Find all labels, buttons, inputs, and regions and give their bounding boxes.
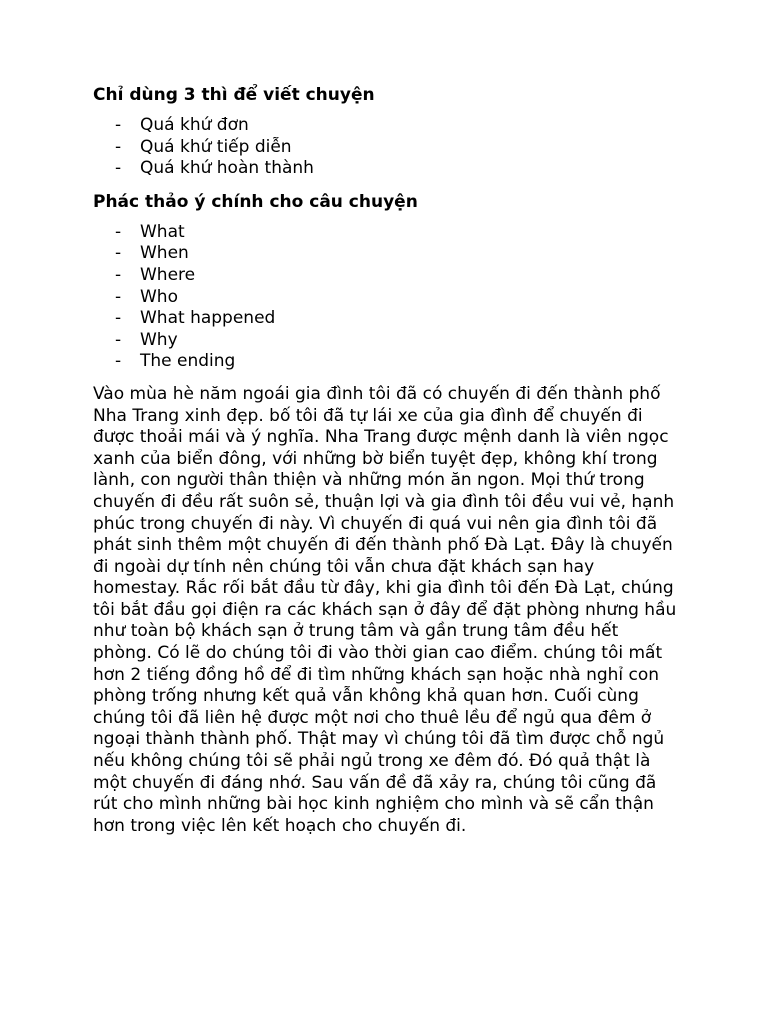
list-dash: -	[115, 243, 122, 264]
section1-heading: Chỉ dùng 3 thì để viết chuyện	[93, 85, 375, 105]
list-item-text: The ending	[140, 351, 236, 372]
list-item	[93, 265, 678, 287]
story-paragraph: Vào mùa hè năm ngoái gia đình tôi đã có chuyến đi đến thành phố Nha Trang xinh đẹp. bố tôi đã tự lái xe của gia đình để chuyến đi được thoải mái và ý nghĩa. Nha Trang được mệnh danh là viên ngọc xanh của biển đông, với những bờ biển tuyệt đẹp, không khí trong lành, con người thân thiện và những món ăn ngon. Mọi thứ trong chuyến đi đều rất suôn sẻ, thuận lợi và gia đình tôi đều vui vẻ, hạnh phúc trong chuyến đi này. Vì chuyến đi quá vui nên gia đình tôi đã phát sinh thêm một chuyến đi đến thành phố Đà Lạt. Đây là chuyến đi ngoài dự tính nên chúng tôi vẫn chưa đặt khách sạn hay homestay. Rắc rối bắt đầu từ đây, khi gia đình tôi đến Đà Lạt, chúng tôi bắt đầu gọi điện ra các khách sạn ở đây để đặt phòng nhưng hầu như toàn bộ khách sạn ở trung tâm và gần trung tâm đều hết phòng. Có lẽ do chúng tôi đi vào thời gian cao điểm. chúng tôi mất hơn 2 tiếng đồng hồ để đi tìm những khách sạn hoặc nhà nghỉ con phòng trống nhưng kết quả vẫn không khả quan hơn. Cuối cùng chúng tôi đã liên hệ được một nơi cho thuê lều để ngủ qua đêm ở ngoại thành thành phố. Thật may vì chúng tôi đã tìm được chỗ ngủ nếu không chúng tôi sẽ phải ngủ trong xe đêm đó. Đó quả thật là một chuyến đi đáng nhớ. Sau vấn đề đã xảy ra, chúng tôi cũng đã rút cho mình những bài học kinh nghiệm cho mình và sẽ cẩn thận hơn trong việc lên kết hoạch cho chuyến đi.	[93, 383, 677, 836]
list-item-text: Quá khứ đơn	[140, 115, 249, 135]
list-dash: -	[115, 286, 122, 307]
list-item-text: What happened	[140, 308, 276, 329]
list-item	[93, 330, 678, 352]
list-item	[93, 222, 678, 244]
list-dash: -	[115, 308, 122, 329]
list-item	[93, 351, 678, 373]
list-item-text: Who	[140, 286, 178, 307]
list-item	[93, 115, 678, 137]
list-item-text: When	[140, 243, 189, 264]
list-dash: -	[115, 329, 122, 350]
list-dash: -	[115, 136, 122, 157]
list-item	[93, 158, 678, 180]
list-item-text: Why	[140, 329, 178, 350]
list-dash: -	[115, 221, 122, 242]
list-item	[93, 287, 678, 309]
list-item-text: What	[140, 221, 185, 242]
outline-list	[93, 222, 678, 373]
list-item-text: Quá khứ hoàn thành	[140, 158, 314, 179]
list-item	[93, 137, 678, 159]
list-item	[93, 308, 678, 330]
list-dash: -	[115, 351, 122, 372]
list-dash: -	[115, 158, 122, 179]
tenses-list	[93, 115, 678, 180]
list-item-text: Where	[140, 264, 196, 285]
list-item	[93, 243, 678, 265]
list-dash: -	[115, 115, 122, 135]
section2-heading: Phác thảo ý chính cho câu chuyện	[93, 191, 418, 212]
list-item-text: Quá khứ tiếp diễn	[140, 136, 292, 157]
list-dash: -	[115, 264, 122, 285]
